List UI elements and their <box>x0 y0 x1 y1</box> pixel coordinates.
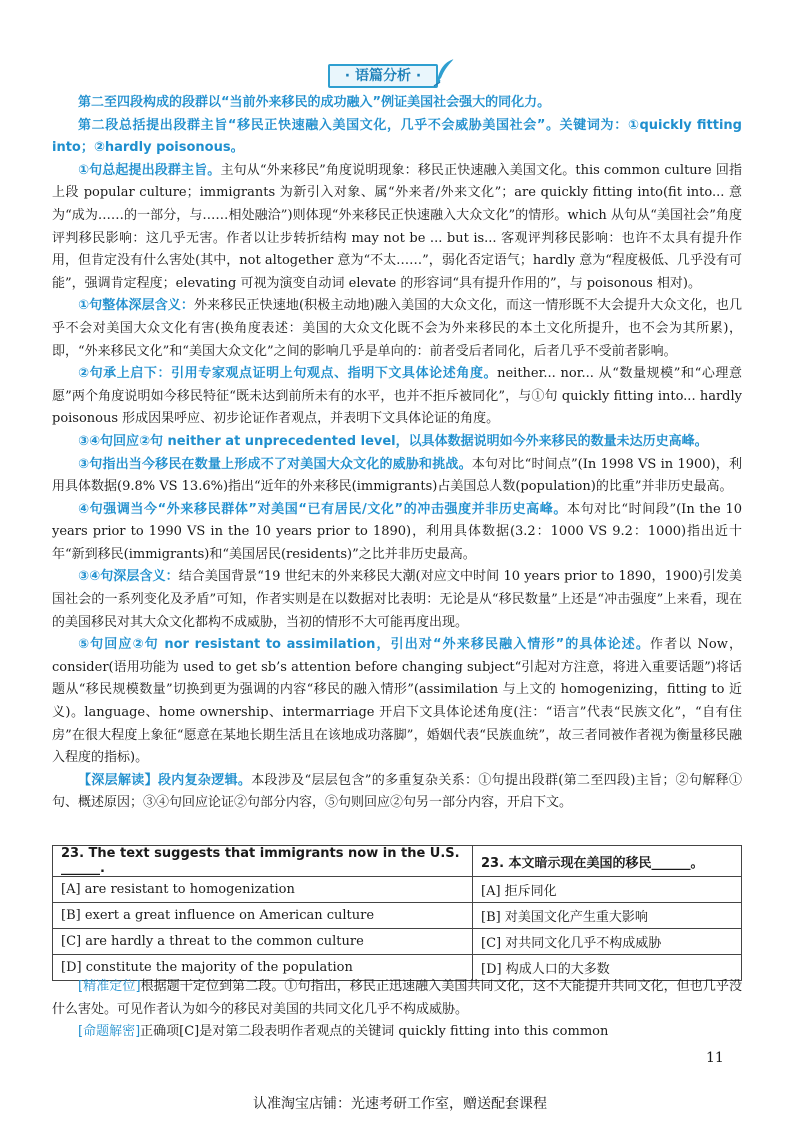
analysis-paragraph <box>52 566 742 634</box>
body-text: 结合美国背景“19 世纪末的外来移民大潮(对应文中时间 10 years prior to 1890，1900)引发美国社会的一系列变化及矛盾”可知，作者实则是在以数据对比表明：无论是从“移民数量”上还是“冲击强度”上来看，现在的美国移民对其大众文化都构不成威胁，当初的情形不大可能再度出现。 <box>52 569 742 630</box>
analysis-paragraph <box>52 295 742 363</box>
page-number: 11 <box>706 1050 724 1066</box>
analysis-body <box>52 92 742 815</box>
body-text: 主句从“外来移民”角度说明现象：移民正快速融入美国文化。this common culture 回指上段 popular culture；immigrants 为新引入对象、属“外来者/外来文化”；are quickly fitting into(fit into... 意为“成为……的一部分，与……相处融洽”)则体现“外来移民正快速融入大众文化”的情形。which 从句从“美国社会”角度评判移民影响：这几乎无害。作者以让步转折结构 may not be ... but is... 客观评判移民影响：也许不太具有提升作用，但肯定没有什么害处(其中，not altogether 意为“不太……”，弱化否定语气；hardly 意为“程度极低、几乎没有可能”，强调肯定程度；elevating 可视为演变自动词 elevate 的形容词“具有提升作用的”，与 poisonous 相对)。 <box>52 162 742 291</box>
option-c-en: [C] are hardly a threat to the common culture <box>53 929 473 955</box>
option-row-b <box>53 903 742 929</box>
option-b-cn: [B] 对美国文化产生重大影响 <box>473 903 742 929</box>
highlight-text: ①句整体深层含义： <box>78 298 195 314</box>
option-a-en: [A] are resistant to homogenization <box>53 877 473 903</box>
highlight-text: ⑤句回应②句 nor resistant to assimilation，引出对“外来移民融入情形”的具体论述。 <box>78 637 650 653</box>
analysis-paragraph <box>52 499 742 567</box>
highlight-text: ②句承上启下：引用专家观点证明上句观点、指明下文具体论述角度。 <box>78 366 498 382</box>
analysis-paragraph <box>52 115 742 160</box>
feather-pen-icon <box>432 58 458 88</box>
option-d-en: [D] constitute the majority of the population <box>53 955 473 981</box>
option-c-cn: [C] 对共同文化几乎不构成威胁 <box>473 929 742 955</box>
option-row-a <box>53 877 742 903</box>
highlight-text: ③④句回应②句 neither at unprecedented level，以具体数据说明如今外来移民的数量未达历史高峰。 <box>78 433 708 449</box>
locate-text: 根据题干定位到第二段。①句指出，移民正迅速融入美国共同文化，这不大能提升共同文化，但也几乎没什么害处。可见作者认为如今的移民对美国的共同文化几乎不构成威胁。 <box>52 979 742 1017</box>
analysis-paragraph <box>52 634 742 770</box>
decode-text: 正确项[C]是对第二段表明作者观点的关键词 quickly fitting into this common <box>140 1024 609 1040</box>
analysis-paragraph <box>52 92 742 115</box>
question-stem-row <box>53 846 742 877</box>
analysis-paragraph <box>52 431 742 454</box>
option-a-cn: [A] 拒斥同化 <box>473 877 742 903</box>
question-stem-en: 23. The text suggests that immigrants now in the U.S. ______. <box>53 846 473 877</box>
analysis-paragraph <box>52 160 742 296</box>
banner-title: · 语篇分析 · <box>344 68 422 84</box>
highlight-text: ③句指出当今移民在数量上形成不了对美国大众文化的威胁和挑战。 <box>78 456 472 472</box>
body-text: 作者以 Now，consider(语用功能为 used to get sb’s attention before changing subject“引起对方注意，将进入重要话题”)将话题从“移民规模数量”切换到更为强调的内容“移民的融入情形”(assimilation 与上文的 homogenizing，fitting to 近义)。language、home ownership、intermarriage 开启下文具体论述角度(注：“语言”代表“民族文化”，“自有住房”在很大程度上象征“愿意在某地长期生活且在该地成功落脚”，婚姻代表“民族血统”，故三者同被作者视为衡量移民融入程度的指标)。 <box>52 637 742 766</box>
option-d-cn: [D] 构成人口的大多数 <box>473 955 742 981</box>
body-text: 本句对比“时间点”(In 1998 VS in 1900)，利用具体数据(9.8% VS 13.6%)指出“近年的外来移民(immigrants)占美国总人数(population)的比重”并非历史最高。 <box>52 456 743 495</box>
highlight-text: 【深层解读】段内复杂逻辑。 <box>78 772 252 788</box>
analysis-paragraph <box>52 770 742 815</box>
decode-label: [命题解密] <box>78 1024 141 1040</box>
option-row-c <box>53 929 742 955</box>
question-stem-cn: 23. 本文暗示现在美国的移民______。 <box>473 846 742 877</box>
body-text: neither... nor... 从“数量规模”和“心理意愿”两个角度说明如今移民特征“既未达到前所未有的水平，也并不拒斥被同化”，与①句 quickly fitting into... hardly poisonous 形成因果呼应、初步论证作者观点，并表明下文具体论证的角度。 <box>52 366 742 427</box>
section-banner <box>328 58 456 88</box>
answer-explanation <box>52 976 742 1044</box>
analysis-paragraph <box>52 363 742 431</box>
question-table <box>52 845 742 981</box>
body-text: 本段涉及“层层包含”的多重复杂关系：①句提出段群(第二至四段)主旨；②句解释①句、概述原因；③④句回应论证②句部分内容，⑤句则回应②句另一部分内容，开启下文。 <box>52 772 742 811</box>
highlight-text: 第二段总括提出段群主旨“移民正快速融入美国文化，几乎不会威胁美国社会”。关键词为：①quickly fitting into；②hardly poisonous。 <box>52 117 742 156</box>
highlight-text: ④句强调当今“外来移民群体”对美国“已有居民/文化”的冲击强度并非历史高峰。 <box>78 501 567 517</box>
option-b-en: [B] exert a great influence on American culture <box>53 903 473 929</box>
body-text: 本句对比“时间段”(In the 10 years prior to 1990 VS in the 10 years prior to 1890)，利用具体数据(3.2：1000 VS 9.2：1000)指出近十年“新到移民(immigrants)和“美国居民(residents)”之比并非历史最高。 <box>52 501 742 562</box>
decode-paragraph <box>52 1021 742 1044</box>
footer-note: 认准淘宝店铺：光速考研工作室，赠送配套课程 <box>253 1096 547 1112</box>
locate-paragraph <box>52 976 742 1021</box>
analysis-paragraph <box>52 454 742 499</box>
highlight-text: ①句总起提出段群主旨。 <box>78 162 221 178</box>
body-text: 外来移民正快速地(积极主动地)融入美国的大众文化，而这一情形既不大会提升大众文化，也几乎不会对美国大众文化有害(换角度表述：美国的大众文化既不会为外来移民的本土文化所提升，也不会为其所累)，即，“外来移民文化”和“美国大众文化”之间的影响几乎是单向的：前者受后者同化，后者几乎不受前者影响。 <box>52 298 742 359</box>
highlight-text: 第二至四段构成的段群以“当前外来移民的成功融入”例证美国社会强大的同化力。 <box>78 95 551 110</box>
locate-label: [精准定位] <box>78 979 141 994</box>
highlight-text: ③④句深层含义： <box>78 569 179 585</box>
